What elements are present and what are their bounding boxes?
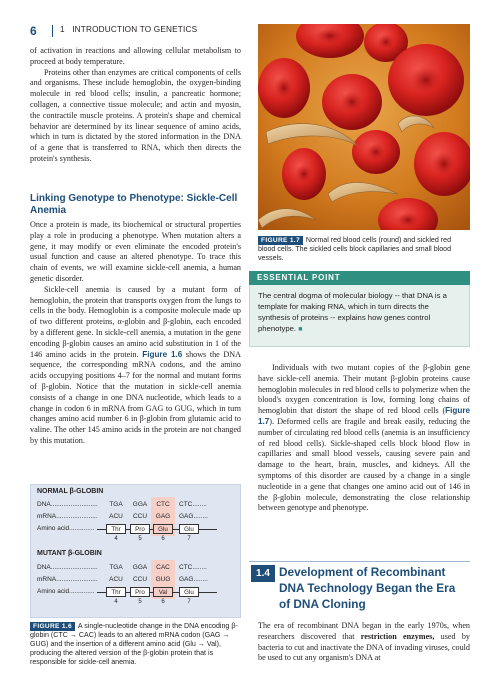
section-number-badge: 1.4 <box>251 565 275 582</box>
mutant-mrna-codon: GUG <box>155 576 171 583</box>
section-title: Development of Recombinant DNA Technology Began the Era of DNA Cloning <box>279 565 456 611</box>
figure-1-6-caption <box>30 622 241 667</box>
normal-amino-acid: Pro <box>130 524 150 534</box>
right-column-top <box>258 363 470 514</box>
paragraph-text: Individuals with two mutant copies of the β-globin gene have sickle-cell anemia. Their mutant β-globin proteins cause hemoglobin molecules in red blood cells to polymerize when the blood's oxygen concentration is low, forming long chains of hemoglobin that distort the shape of red blood cells ( <box>258 363 470 416</box>
figure-1-7-caption <box>258 236 470 263</box>
paragraph-text: shows the DNA sequence, the corresponding mRNA codons, and the amino acids occupying positions 4–7 for the normal and mutant forms of β-globin. Notice that the mutation in sickle-cell anemia consists of a change in one DNA nucleotide, which leads to a change in codon 6 in mRNA from GAG to GUG, which in turn changes amino acid number 6 in β-globin from glutamic acid to valine. The other 145 amino acids in the protein are not changed by this mutation. <box>30 349 242 445</box>
paragraph <box>30 285 241 447</box>
position-number: 6 <box>161 599 165 605</box>
paragraph-text: Sickle-cell anemia is caused by a mutant form of hemoglobin, the protein that transports oxygen from the lungs to cells in the body. Hemoglobin is a composite molecule made up of two different proteins, α-globin and β-globin, each encoded by a different gene. In sickle-cell anemia, a mutation in the gene encoding β-globin causes an amino acid substitution in 1 of the 146 amino acids in the protein. <box>30 284 241 359</box>
normal-dna-codon: CTC........ <box>179 501 207 508</box>
row-label-mrna: mRNA....................... <box>37 513 98 520</box>
mutant-amino-acid: Pro <box>130 587 150 597</box>
section-heading: Linking Genotype to Phenotype: Sickle-Cell Anemia <box>30 193 238 216</box>
row-label-mrna: mRNA....................... <box>37 576 98 583</box>
bold-term: restriction enzymes, <box>360 631 435 641</box>
normal-amino-acid: Glu <box>179 524 199 534</box>
left-column-top <box>30 46 241 165</box>
essential-point-text <box>258 290 462 335</box>
normal-mrna-codon: CCU <box>132 513 148 520</box>
figure-1-6-diagram <box>30 484 241 618</box>
end-square-icon: ■ <box>298 326 303 333</box>
page-number: 6 <box>30 24 37 38</box>
normal-mrna-codon: ACU <box>109 513 123 520</box>
normal-dna-codon: GGA <box>132 501 148 508</box>
essential-point-title: ESSENTIAL POINT <box>249 271 470 285</box>
normal-amino-acid: Thr <box>106 524 126 534</box>
paragraph: Once a protein is made, its biochemical or structural properties play a role in producing a phenotype. When mutation alters a gene, it may modify or even eliminate the encoded protein's usual function and cause an altered phenotype. To trace this chain of events, we will examine sickle-cell anemia, a human genetic disorder. <box>30 220 241 283</box>
position-number: 5 <box>138 536 142 542</box>
figure-tag: FIGURE 1.7 <box>258 236 303 245</box>
chapter-title: INTRODUCTION TO GENETICS <box>72 25 198 34</box>
mutant-amino-acid: Val <box>153 587 173 597</box>
figure-tag: FIGURE 1.6 <box>30 622 75 631</box>
position-number: 4 <box>114 599 118 605</box>
paragraph <box>258 363 470 514</box>
figure-reference-link[interactable]: Figure 1.7 <box>258 406 470 426</box>
row-label-dna: DNA.......................... <box>37 501 98 508</box>
left-column-bottom <box>30 220 241 447</box>
header-separator <box>52 25 53 37</box>
mutant-dna-codon: CAC <box>156 564 170 571</box>
mutant-dna-codon: GGA <box>132 564 148 571</box>
position-number: 7 <box>187 599 191 605</box>
paragraph <box>258 621 470 664</box>
essential-point-body: The central dogma of molecular biology -- that DNA is a template for making RNA, which in turn directs the synthesis of proteins -- explains how genes control phenotype. <box>258 291 447 333</box>
mutant-mrna-codon: ACU <box>109 576 123 583</box>
normal-block-title: NORMAL β-GLOBIN <box>37 488 104 495</box>
mutant-amino-acid: Thr <box>106 587 126 597</box>
normal-mrna-codon: GAG <box>155 513 171 520</box>
caption-text: A single-nucleotide change in the DNA encoding β-globin (CTC → CAC) leads to an altered mRNA codon (GAG → GUG) and the insertion of a different amino acid (Glu → Val), producing the altered version of the β-globin protein that is responsible for sickle-cell anemia. <box>30 622 238 666</box>
chapter-header <box>60 25 197 34</box>
mutant-block-title: MUTANT β-GLOBIN <box>37 550 102 557</box>
figure-reference-link[interactable]: Figure 1.6 <box>142 349 183 359</box>
position-number: 7 <box>187 536 191 542</box>
mutant-dna-codon: TGA <box>109 564 123 571</box>
mutant-amino-acid: Glu <box>179 587 199 597</box>
right-column-bottom <box>258 621 470 664</box>
normal-amino-acid: Glu <box>153 524 173 534</box>
position-number: 4 <box>114 536 118 542</box>
normal-dna-codon: TGA <box>109 501 123 508</box>
row-label-dna: DNA.......................... <box>37 564 98 571</box>
paragraph-text: The era of recombinant DNA began in the early 1970s, when researchers discovered that <box>258 621 470 641</box>
row-label-amino-acid: Amino acid.............. <box>37 588 95 595</box>
micrograph-illustration <box>258 24 470 230</box>
row-label-amino-acid: Amino acid.............. <box>37 525 95 532</box>
normal-dna-codon: CTC <box>156 501 170 508</box>
paragraph-text: ). Deformed cells are fragile and break easily, reducing the number of circulating red blood cells (anemia is an insufficiency of red blood cells). Sickle-shaped cells block blood flow in capillaries and small blood vessels, causing severe pain and damage to the heart, brain, muscles, and kidneys. All the symptoms of this disorder are caused by a change in a single nucleotide in a gene that changes one amino acid out of 146 in the β-globin molecule, demonstrating the close relationship between genotype and phenotype. <box>258 416 470 513</box>
normal-mrna-codon: GAG........ <box>179 513 208 520</box>
position-number: 6 <box>161 536 165 542</box>
chapter-number: 1 <box>60 25 65 34</box>
mutant-mrna-codon: GAG........ <box>179 576 208 583</box>
red-blood-cells-photo <box>258 24 470 230</box>
paragraph: of activation in reactions and allowing cellular metabolism to proceed at body temperature. <box>30 46 241 66</box>
caption-text: Normal red blood cells (round) and sickled red blood cells. The sickled cells block capillaries and small blood vessels. <box>258 236 452 262</box>
mutant-dna-codon: CTC........ <box>179 564 207 571</box>
paragraph-text: used by bacteria to cut and inactivate the DNA of invading viruses, could be used to cut any organism's DNA at <box>258 631 470 663</box>
mutant-mrna-codon: CCU <box>132 576 148 583</box>
paragraph: Proteins other than enzymes are critical components of cells and organisms. These include hemoglobin, the oxygen-binding molecule in red blood cells; insulin, a pancreatic hormone; collagen, a connective tissue molecule; and actin and myosin, the contractile muscle proteins. A protein's shape and chemical behavior are determined by its linear sequence of amino acids, which in turn is dictated by the stored information in the DNA of a gene that is transferred to RNA, which then directs the protein's synthesis. <box>30 67 241 163</box>
position-number: 5 <box>138 599 142 605</box>
